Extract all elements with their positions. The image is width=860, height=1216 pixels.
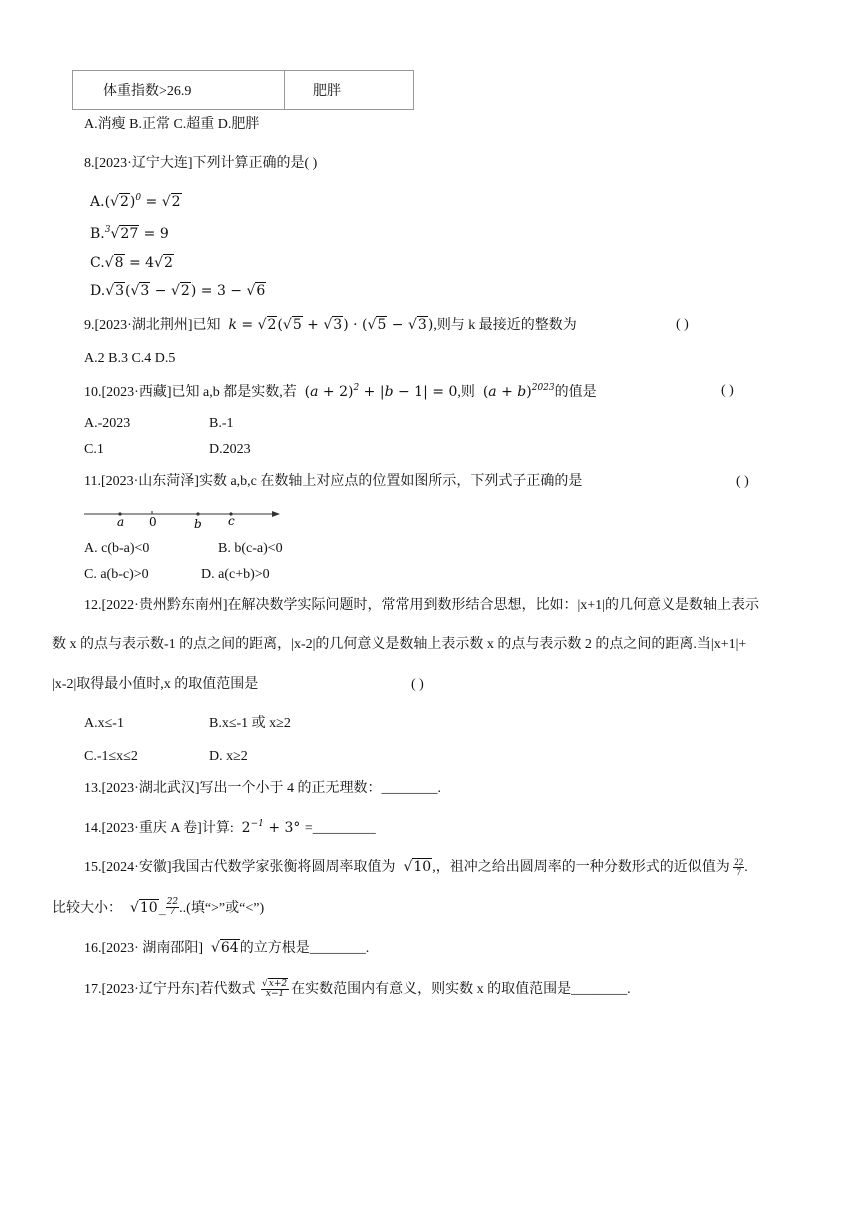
q12-line-1: 12.[2022·贵州黔东南州]在解决数学实际问题时，常常用到数形结合思想，比如：|x+1|的几何意义是数轴上表示: [84, 598, 759, 613]
label-a: a: [117, 515, 125, 529]
q11-option-a: A. c(b-a)<0: [84, 541, 150, 556]
q13: 13.[2023·湖北武汉]写出一个小于 4 的正无理数：________.: [84, 781, 441, 796]
q12-line-3: |x-2|取得最小值时,x 的取值范围是: [52, 677, 259, 692]
q14-formula: $2^{-1} + 3^\circ$: [241, 819, 301, 836]
q12-line-2: 数 x 的点与表示数-1 的点之间的距离，|x-2|的几何意义是数轴上表示数 x 的点与表示数 2 的点之间的距离.当|x+1|+: [52, 637, 747, 652]
q12-option-c: C.-1≤x≤2: [84, 749, 138, 764]
q15-line-2: 比较大小： √10_ $\frac{22}{7}$ ..(填“>”或“<”): [52, 897, 265, 918]
q14: 14.[2023·重庆 A 卷]计算: $2^{-1} + 3^\circ$ =_________: [84, 819, 376, 836]
q15-fraction: $\frac{22}{7}$: [734, 857, 744, 878]
label-c: c: [228, 514, 235, 528]
q8-option-b: B.$^3$√27 = 9: [90, 225, 169, 242]
q12-option-a: A.x≤-1: [84, 716, 124, 731]
bmi-table: [72, 70, 414, 110]
bmi-cell-index: 体重指数>26.9: [73, 71, 285, 110]
point-b: [196, 512, 199, 515]
q10-option-c: C.1: [84, 442, 104, 457]
q8-option-c: C.√8 = 4√2: [90, 255, 173, 271]
q11-number-line: [84, 502, 284, 532]
q9-stem: 9.[2023·湖北荆州]已知 k = √2(√5 + √3) · (√5 − √3),则与 k 最接近的整数为: [84, 317, 577, 333]
q10-answer-paren: ( ): [721, 383, 734, 398]
q9-answer-paren: ( ): [676, 317, 689, 332]
q10-stem: 10.[2023·西藏]已知 a,b 都是实数,若 $(a + 2)^2 + |b - 1| = 0$,则 $(a + b)^{2023}$的值是: [84, 383, 597, 400]
q8-option-a: $A.(√2)^0 = √2$: [90, 193, 181, 210]
q8-stem: 8.[2023·辽宁大连]下列计算正确的是( ): [84, 156, 318, 171]
q9-options: A.2 B.3 C.4 D.5: [84, 351, 176, 366]
q12-option-d: D. x≥2: [209, 749, 248, 764]
q15-sqrt10: √10: [403, 859, 432, 876]
q15-line-1: 15.[2024·安徽]我国古代数学家张衡将圆周率取值为 √10,，祖冲之给出圆周率的一种分数形式的近似值为 $\frac{22}{7}$ .: [84, 857, 748, 878]
label-b: b: [194, 517, 202, 531]
q17: 17.[2023·辽宁丹东]若代数式 $\frac{√x+2}{x-1}$ 在实数范围内有意义，则实数 x 的取值范围是________.: [84, 979, 631, 1000]
q10-option-a: A.-2023: [84, 416, 131, 431]
q17-fraction: $\frac{√x+2}{x-1}$: [262, 979, 288, 1000]
q12-option-b: B.x≤-1 或 x≥2: [209, 716, 291, 731]
q7-options: A.消瘦 B.正常 C.超重 D.肥胖: [84, 117, 260, 132]
label-zero: 0: [149, 515, 157, 529]
q16-sqrt64: √64: [210, 940, 239, 956]
q15-compare: √10_ $\frac{22}{7}$: [129, 897, 179, 918]
q9-formula: k = √2(√5 + √3) · (√5 − √3): [224, 317, 434, 333]
q11-answer-paren: ( ): [736, 474, 749, 489]
q8-option-d: D.√3(√3 − √2) = 3 − √6: [90, 283, 266, 299]
q16: 16.[2023· 湖南邵阳] √64的立方根是________.: [84, 940, 370, 956]
q10-option-b: B.-1: [209, 416, 234, 431]
q11-stem: 11.[2023·山东菏泽]实数 a,b,c 在数轴上对应点的位置如图所示，下列式子正确的是: [84, 474, 583, 489]
q10-formula-condition: $(a + 2)^2 + |b - 1| = 0$: [304, 383, 458, 400]
q11-option-b: B. b(c-a)<0: [218, 541, 283, 556]
q11-option-d: D. a(c+b)>0: [201, 567, 270, 582]
q10-option-d: D.2023: [209, 442, 251, 457]
q12-answer-paren: ( ): [411, 677, 424, 692]
number-line-arrow: [272, 511, 280, 517]
q10-formula-target: $(a + b)^{2023}$: [482, 383, 555, 400]
bmi-cell-category: 肥胖: [285, 71, 414, 110]
q11-option-c: C. a(b-c)>0: [84, 567, 149, 582]
